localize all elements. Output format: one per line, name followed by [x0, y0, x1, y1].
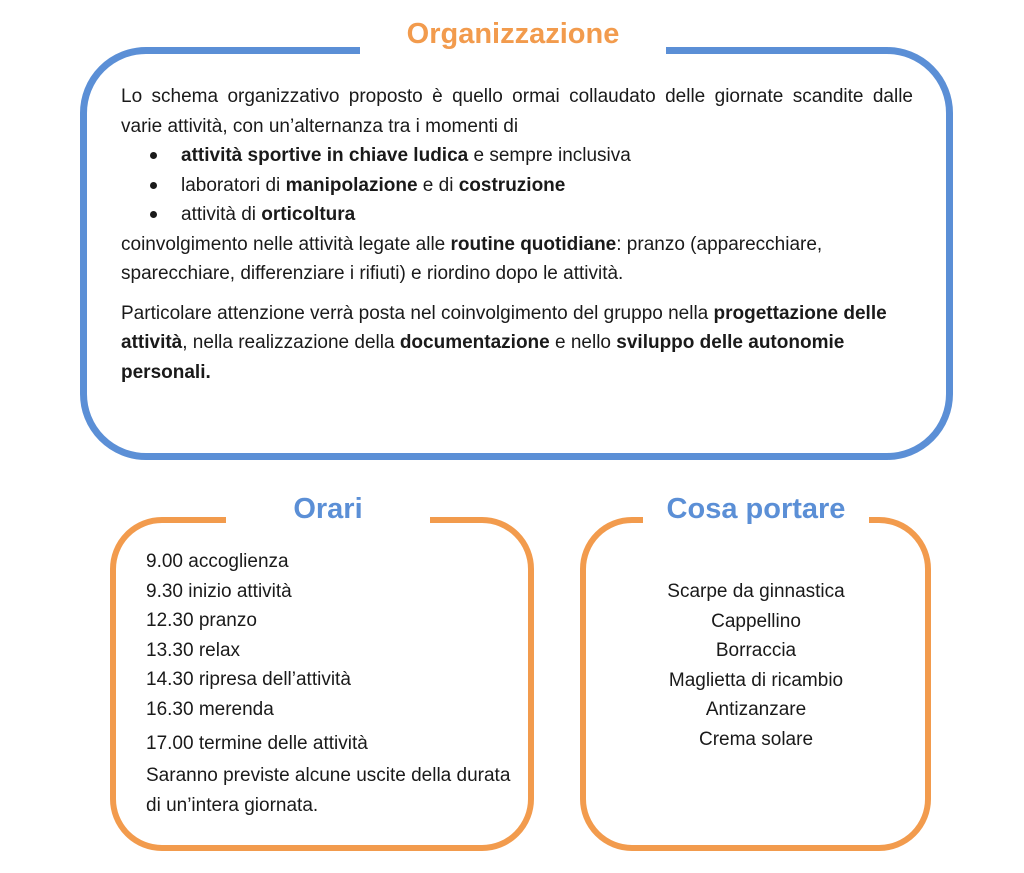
cosa-portare-item: Borraccia	[715, 640, 797, 662]
list-item: attività di orticoltura	[121, 200, 913, 230]
cosa-portare-item: Scarpe da ginnastica	[667, 581, 845, 602]
organizzazione-content	[121, 82, 913, 387]
orari-item: 16.30 merenda	[146, 698, 274, 720]
orari-item: 9.30 inizio attività	[146, 580, 292, 602]
orari-item: 12.30 pranzo	[146, 610, 257, 632]
attenzione-paragraph: Particolare attenzione verrà posta nel coinvolgimento del gruppo nella progettazione delle attività, nella realizzazione della documentazione e nello sviluppo delle autonomie personali.	[121, 302, 887, 383]
routine-paragraph: coinvolgimento nelle attività legate alle routine quotidiane: pranzo (apparecchiare, sparecchiare, differenziare i rifiuti) e riordino dopo le attività.	[121, 233, 823, 284]
cosa-portare-item: Maglietta di ricambio	[668, 669, 844, 691]
cosa-portare-item: Crema solare	[698, 728, 814, 750]
orari-note: Saranno previste alcune uscite della durata di un’intera giornata.	[146, 765, 511, 816]
list-item: laboratori di manipolazione e di costruzione	[121, 171, 913, 201]
orari-list	[146, 547, 516, 820]
orari-item: 13.30 relax	[146, 639, 241, 661]
cosa-portare-title: Cosa portare	[643, 489, 869, 529]
cosa-portare-item: Cappellino	[711, 610, 801, 632]
orari-item: 14.30 ripresa dell’attività	[146, 669, 351, 691]
organizzazione-intro: Lo schema organizzativo proposto è quello ormai collaudato delle giornate scandite dalle varie attività, con un’alternanza tra i momenti di	[121, 86, 913, 137]
orari-item: 9.00 accoglienza	[146, 551, 289, 572]
cosa-portare-list	[600, 577, 912, 755]
orari-title: Orari	[226, 489, 430, 529]
orari-item: 17.00 termine delle attività	[146, 732, 368, 754]
organizzazione-title: Organizzazione	[360, 14, 666, 54]
cosa-portare-item: Antizanzare	[705, 699, 807, 721]
list-item: attività sportive in chiave ludica e sempre inclusiva	[121, 141, 913, 171]
attivita-list	[121, 141, 913, 230]
